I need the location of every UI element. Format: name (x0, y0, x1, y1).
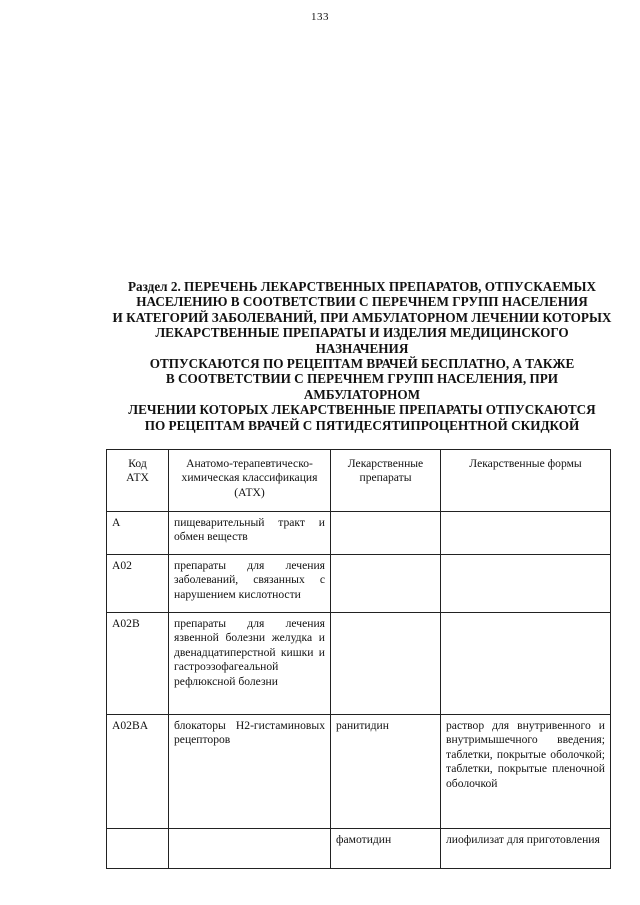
dosage-forms-cell (441, 613, 611, 715)
header-text: Анатомо-терапевтическо- (186, 457, 313, 470)
section-title-line: ОТПУСКАЮТСЯ ПО РЕЦЕПТАМ ВРАЧЕЙ БЕСПЛАТНО, А ТАКЖЕ (149, 356, 575, 372)
drug-cell (331, 512, 441, 555)
header-drugs (331, 450, 441, 512)
header-text: Код (128, 457, 147, 470)
drug-cell: ранитидин (331, 715, 441, 829)
section-title-line: В СООТВЕТСТВИИ С ПЕРЕЧНЕМ ГРУПП НАСЕЛЕНИЯ, ПРИ (165, 371, 559, 387)
section-title-line: АМБУЛАТОРНОМ (303, 386, 421, 402)
header-text: (АТХ) (234, 485, 265, 499)
header-text: препараты (359, 471, 412, 485)
section-title-line: ЛЕКАРСТВЕННЫЕ ПРЕПАРАТЫ И ИЗДЕЛИЯ МЕДИЦИНСКОГО (155, 325, 569, 341)
section-title-line: НАЗНАЧЕНИЯ (315, 340, 409, 356)
table-header-row (107, 450, 611, 512)
header-dosage-forms (441, 450, 611, 512)
header-atc-code (107, 450, 169, 512)
table-row (107, 512, 611, 555)
atc-code-cell: A02B (107, 613, 169, 715)
drug-cell (331, 555, 441, 613)
table-row (107, 613, 611, 715)
section-title-line: НАСЕЛЕНИЮ В СООТВЕТСТВИИ С ПЕРЕЧНЕМ ГРУПП НАСЕЛЕНИЯ (136, 294, 588, 310)
header-text: химическая классификация (181, 471, 318, 485)
atc-drug-table (106, 449, 611, 869)
classification-cell: препараты для лечения язвенной болезни желудка и двенадцатиперстной кишки и гастроэзофагеальной рефлюксной болезни (169, 613, 331, 715)
atc-code-cell: A02 (107, 555, 169, 613)
header-text: АТХ (126, 471, 149, 485)
classification-cell: препараты для лечения заболеваний, связанных с нарушением кислотности (169, 555, 331, 613)
atc-code-cell (107, 829, 169, 869)
table-row (107, 555, 611, 613)
header-text: Лекарственные формы (469, 457, 582, 470)
table-row (107, 829, 611, 869)
atc-code-cell: A02BA (107, 715, 169, 829)
header-atc-classification (169, 450, 331, 512)
dosage-forms-cell: лиофилизат для приготовления (441, 829, 611, 869)
section-title-line: ПО РЕЦЕПТАМ ВРАЧЕЙ С ПЯТИДЕСЯТИПРОЦЕНТНОЙ СКИДКОЙ (144, 417, 580, 433)
section-title-line: ЛЕЧЕНИИ КОТОРЫХ ЛЕКАРСТВЕННЫЕ ПРЕПАРАТЫ ОТПУСКАЮТСЯ (128, 402, 596, 418)
table-row (107, 715, 611, 829)
classification-cell: пищеварительный тракт и обмен веществ (169, 512, 331, 555)
dosage-forms-cell (441, 555, 611, 613)
header-text: Лекарственные (347, 457, 424, 470)
classification-cell: блокаторы H2-гистаминовых рецепторов (169, 715, 331, 829)
page-number: 133 (311, 11, 329, 23)
dosage-forms-cell (441, 512, 611, 555)
atc-code-cell: A (107, 512, 169, 555)
drug-cell (331, 613, 441, 715)
dosage-forms-cell: раствор для внутривенного и внутримышечного введения; таблетки, покрытые оболочкой; таблетки, покрытые пленочной оболочкой (441, 715, 611, 829)
section-title (98, 279, 626, 433)
section-title-line: И КАТЕГОРИЙ ЗАБОЛЕВАНИЙ, ПРИ АМБУЛАТОРНОМ ЛЕЧЕНИИ КОТОРЫХ (112, 309, 612, 325)
drug-cell: фамотидин (331, 829, 441, 869)
classification-cell (169, 829, 331, 869)
section-title-line: Раздел 2. ПЕРЕЧЕНЬ ЛЕКАРСТВЕННЫХ ПРЕПАРАТОВ, ОТПУСКАЕМЫХ (127, 279, 597, 294)
